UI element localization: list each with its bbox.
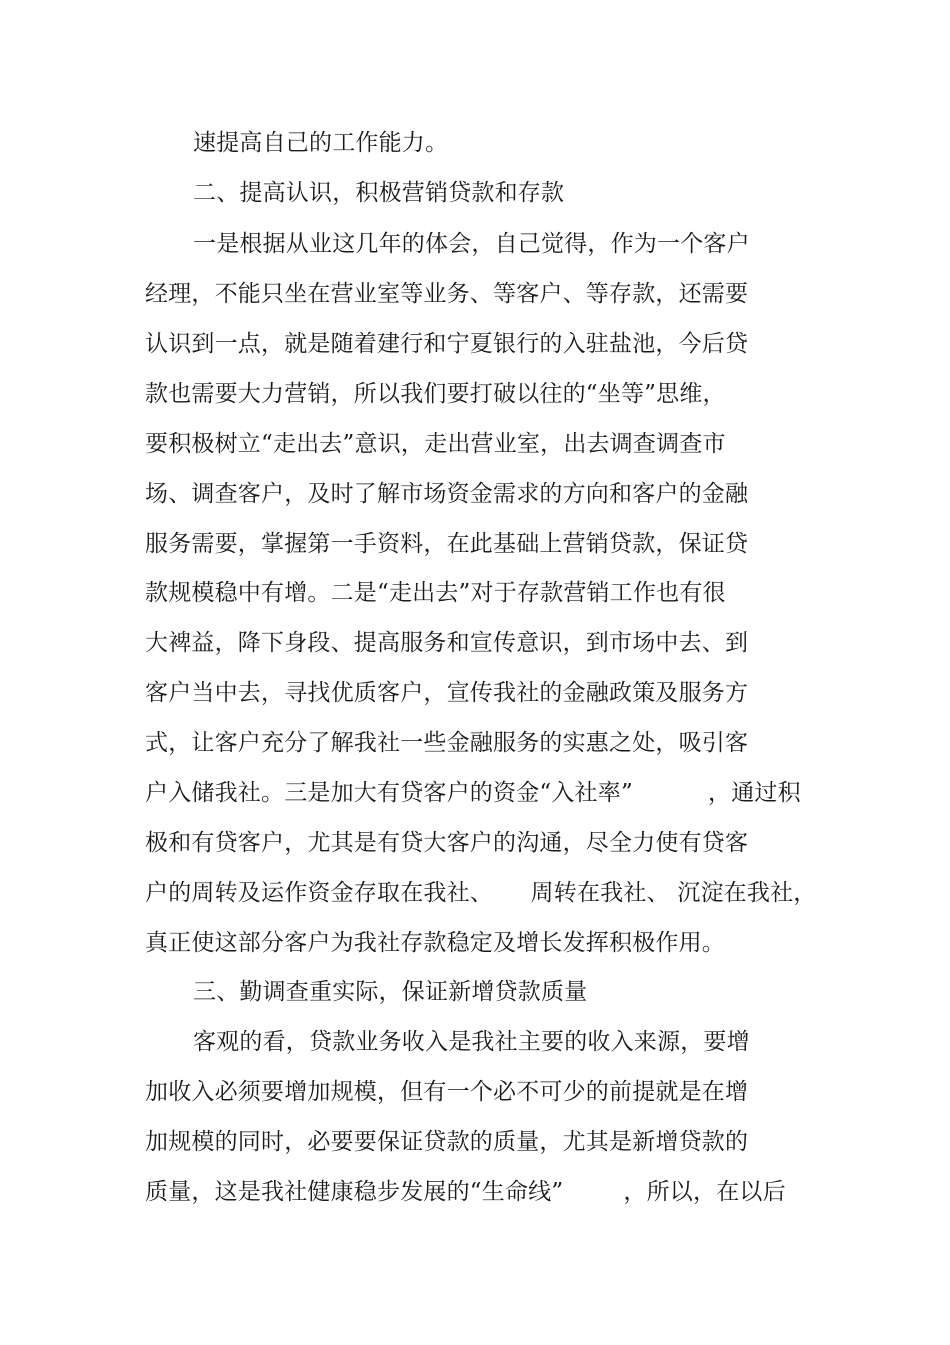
- text-line-16: 户的周转及运作资金存取在我社、 周转在我社、 沉淀在我社，: [145, 880, 817, 906]
- text-line-21: 加规模的同时，必要要保证贷款的质量，尤其是新增贷款的: [145, 1129, 749, 1155]
- text-line-14: 户入储我社。三是加大有贷客户的资金“入社率” ，通过积: [145, 780, 801, 806]
- section-heading-3: 三、勤调查重实际，保证新增贷款质量: [193, 979, 588, 1005]
- text-line-9: 服务需要，掌握第一手资料，在此基础上营销贷款，保证贷: [145, 531, 749, 557]
- text-line-22: 质量，这是我社健康稳步发展的“生命线” ，所以，在以后: [145, 1179, 786, 1205]
- section-heading-2: 二、提高认识，积极营销贷款和存款: [193, 180, 565, 206]
- text-line-13: 式，让客户充分了解我社一些金融服务的实惠之处，吸引客: [145, 730, 749, 756]
- text-line-3: 一是根据从业这几年的体会，自己觉得，作为一个客户: [193, 231, 750, 257]
- text-line-4: 经理，不能只坐在营业室等业务、等客户、等存款，还需要: [145, 281, 749, 307]
- text-line-17: 真正使这部分客户为我社存款稳定及增长发挥积极作用。: [145, 930, 725, 956]
- text-line-7: 要积极树立“走出去”意识，走出营业室，出去调查调查市: [145, 431, 726, 457]
- text-line-19: 客观的看，贷款业务收入是我社主要的收入来源，要增: [193, 1029, 750, 1055]
- text-line-1: 速提高自己的工作能力。: [193, 130, 449, 156]
- text-line-5: 认识到一点，就是随着建行和宁夏银行的入驻盐池，今后贷: [145, 331, 749, 357]
- text-line-6: 款也需要大力营销，所以我们要打破以往的“坐等”思维，: [145, 381, 726, 407]
- text-line-15: 极和有贷客户，尤其是有贷大客户的沟通，尽全力使有贷客: [145, 830, 749, 856]
- text-line-10: 款规模稳中有增。二是“走出去”对于存款营销工作也有很: [145, 580, 726, 606]
- text-line-11: 大裨益，降下身段、提高服务和宣传意识，到市场中去、到: [145, 630, 749, 656]
- text-line-20: 加收入必须要增加规模，但有一个必不可少的前提就是在增: [145, 1079, 749, 1105]
- text-line-8: 场、调查客户，及时了解市场资金需求的方向和客户的金融: [145, 481, 749, 507]
- text-line-12: 客户当中去，寻找优质客户，宣传我社的金融政策及服务方: [145, 680, 749, 706]
